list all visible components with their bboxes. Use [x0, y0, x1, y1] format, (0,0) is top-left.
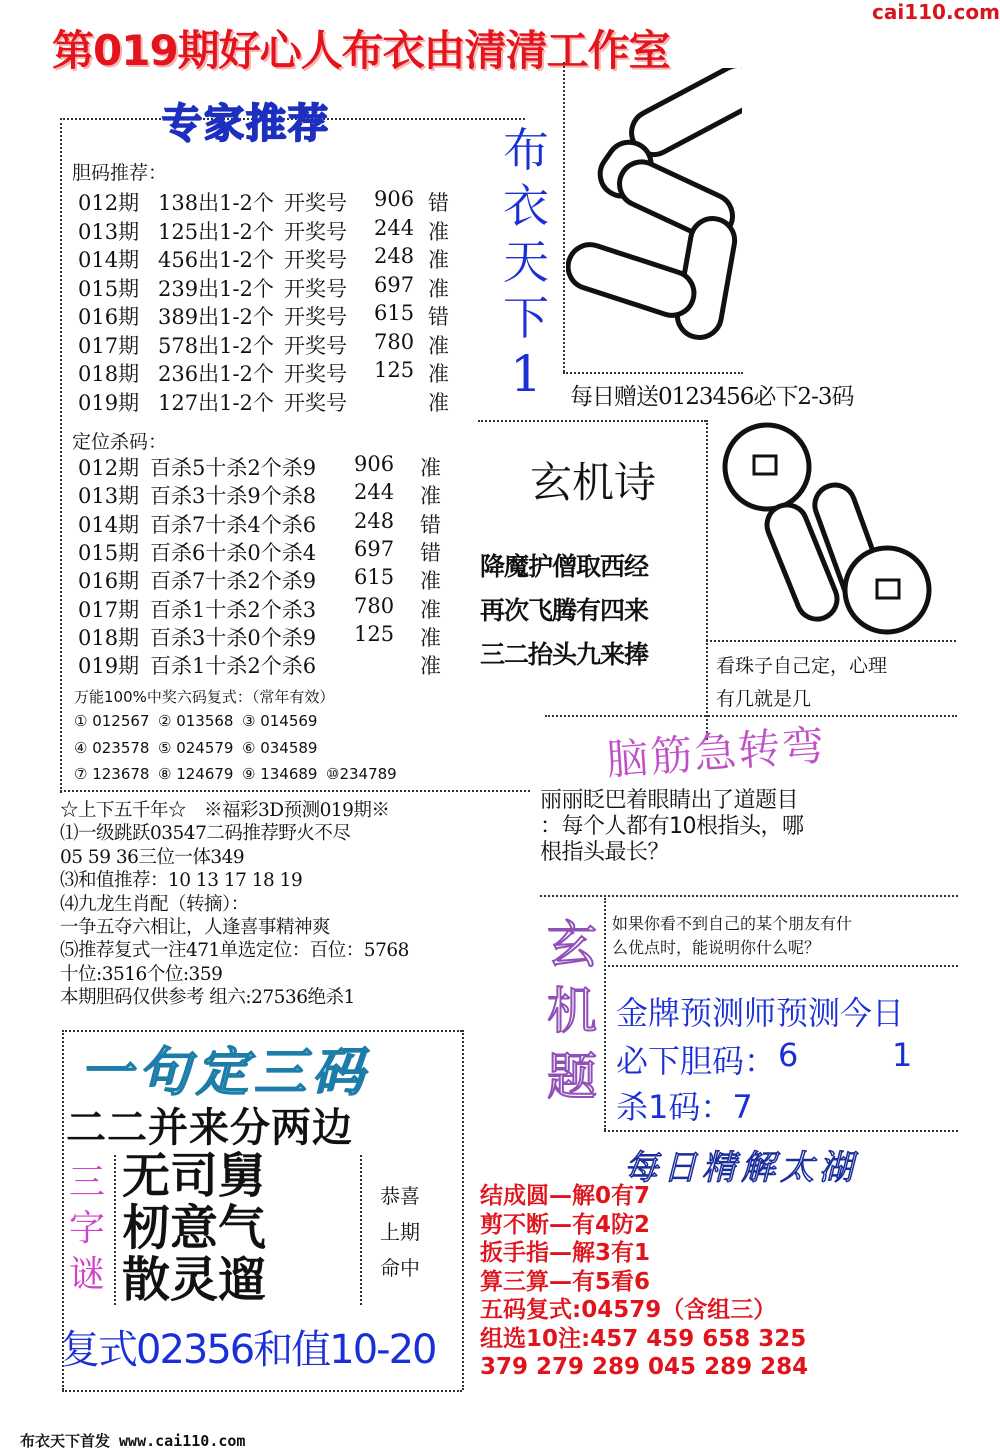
kill-res: 准 — [420, 569, 441, 594]
dan-issue: 016期 — [78, 305, 140, 329]
taihu-line-5: 五码复式:04579（含组三） — [480, 1297, 777, 1323]
wanneng-item: ⑩234789 — [326, 765, 397, 783]
dan-num: 697 — [374, 272, 415, 297]
wanneng-item: ④ 023578 — [74, 738, 150, 757]
dan-kj: 开奖号 — [284, 276, 347, 301]
kill-row — [78, 622, 478, 650]
dan-issue: 013期 — [78, 219, 140, 244]
dan-pick: 236出1-2个 — [158, 362, 274, 386]
riddle-2: 杒意气 — [122, 1200, 267, 1256]
gold-dan — [616, 1036, 916, 1082]
buyi-char-4: 下 — [503, 291, 549, 345]
dan-num: 906 — [374, 187, 415, 211]
xuanji-label — [540, 912, 604, 1110]
kill-row — [78, 650, 478, 678]
kill-pick: 百杀3十杀0个杀9 — [150, 625, 317, 650]
poem-note-1: 看珠子自己定，心理 — [716, 655, 888, 677]
kill-row — [78, 565, 478, 593]
poem-line-3: 三二抬头九来捧 — [480, 640, 649, 669]
gold-dan-value-2: 1 — [892, 1036, 913, 1074]
dan-row — [78, 301, 478, 329]
buyi-char-5: 1 — [510, 345, 542, 403]
dan-pick: 127出1-2个 — [158, 390, 274, 415]
kill-label: 定位杀码： — [72, 431, 168, 453]
daily-gift: 每日赠送0123456必下2-3码 — [570, 384, 854, 410]
wanneng-item: ③ 014569 — [242, 712, 318, 730]
history-line: 一争五夺六相让，人逢喜事精神爽 — [60, 917, 331, 938]
kill-res: 错 — [420, 540, 441, 565]
big-digit-5 — [566, 68, 742, 368]
taihu-line-2: 剪不断—有4防2 — [480, 1211, 651, 1238]
xuanji-question-1: 如果你看不到自己的某个朋友有什 — [612, 914, 853, 933]
dan-kj: 开奖号 — [284, 305, 347, 329]
beads-icon — [712, 422, 952, 642]
dan-num: 615 — [374, 301, 415, 325]
dan-row — [78, 216, 478, 244]
taihu-line-1: 结成圆—解0有7 — [480, 1183, 651, 1209]
xuanji-question-2: 么优点时，能说明你什么呢？ — [612, 938, 821, 957]
dan-pick: 456出1-2个 — [158, 248, 274, 272]
wanneng-item: ⑨ 134689 — [242, 765, 318, 783]
dan-kj: 开奖号 — [284, 390, 347, 415]
kill-pick: 百杀1十杀2个杀3 — [150, 597, 317, 622]
kill-issue: 012期 — [78, 456, 140, 480]
riddle-list — [122, 1150, 266, 1306]
wanneng-item: ⑧ 124679 — [158, 765, 234, 783]
kill-row — [78, 452, 478, 480]
kill-res: 准 — [420, 597, 441, 622]
gold-kill-label: 杀1码： — [616, 1088, 733, 1126]
dan-row — [78, 273, 478, 301]
dan-res: 准 — [428, 219, 449, 244]
poem-heading: 玄机诗 — [530, 458, 657, 507]
kill-issue: 017期 — [78, 597, 140, 622]
poem-note-2: 有几就是几 — [716, 688, 812, 710]
dan-pick: 578出1-2个 — [158, 333, 274, 358]
xuanji-question — [612, 912, 852, 960]
wanneng-label: 万能100%中奖六码复式：（常年有效） — [74, 688, 335, 706]
congrats-block — [380, 1178, 420, 1286]
beads-drawing — [712, 422, 952, 642]
kill-res: 准 — [420, 625, 441, 650]
dan-res: 准 — [428, 390, 449, 415]
kill-row — [78, 509, 478, 537]
page-title: 第019期好心人布衣由清清工作室 — [52, 26, 670, 75]
kill-pick: 百杀7十杀4个杀6 — [150, 512, 317, 537]
kill-res: 准 — [420, 654, 441, 679]
gold-kill — [616, 1082, 753, 1128]
dan-num: 248 — [374, 244, 415, 268]
kill-pick: 百杀6十杀0个杀4 — [150, 540, 317, 565]
dan-res: 准 — [428, 248, 449, 272]
riddle-1: 无司舅 — [122, 1148, 267, 1204]
buyi-char-3: 天 — [503, 235, 549, 289]
footer: 布衣天下首发 www.cai110.com — [20, 1432, 246, 1450]
xuanji-char-2: 机 — [547, 982, 597, 1040]
dan-issue: 012期 — [78, 191, 140, 215]
kill-issue: 013期 — [78, 484, 140, 509]
site-logo-text: cai110.com — [872, 0, 1000, 24]
taihu-line-7: 379 279 289 045 289 284 — [480, 1354, 809, 1380]
kill-row — [78, 480, 478, 508]
wanneng-item: ⑥ 034589 — [242, 738, 318, 757]
wanneng-item: ⑤ 024579 — [158, 738, 234, 757]
dan-row — [78, 330, 478, 358]
history-line: ⑸推荐复式一注471单选定位：百位：5768 — [60, 940, 409, 962]
riddle-label-2: 字 — [68, 1208, 105, 1249]
dan-res: 错 — [428, 305, 449, 329]
dan-issue: 017期 — [78, 333, 140, 358]
history-line: 十位:3516个位:359 — [60, 963, 223, 985]
big-digit-5-drawing — [566, 68, 742, 368]
dan-res: 准 — [428, 276, 449, 301]
poem-note — [716, 650, 887, 716]
kill-row — [78, 537, 478, 565]
kill-pick: 百杀7十杀2个杀9 — [150, 569, 317, 594]
taihu-line-3: 扳手指—解3有1 — [480, 1240, 651, 1266]
kill-issue: 018期 — [78, 625, 140, 650]
gold-title: 金牌预测师预测今日 — [616, 994, 905, 1032]
site-logo — [872, 0, 1000, 24]
buyi-char-1: 布 — [503, 123, 549, 177]
history-line: ☆上下五千年☆ ※福彩3D预测019期※ — [60, 800, 390, 821]
dan-num: 780 — [374, 329, 415, 354]
kill-res: 错 — [420, 512, 441, 537]
kill-num: 244 — [354, 480, 395, 505]
dan-row — [78, 244, 478, 272]
dan-pick: 239出1-2个 — [158, 276, 274, 301]
dan-pick: 138出1-2个 — [158, 191, 274, 215]
brain-heading: 脑筋急转弯 — [604, 720, 828, 785]
kill-issue: 014期 — [78, 512, 140, 537]
brain-text-1: 丽丽眨巴着眼睛出了道题目 — [540, 788, 799, 813]
riddle-label-3: 谜 — [68, 1254, 105, 1295]
dan-row — [78, 187, 478, 215]
history-line: ⑷九龙生肖配（转摘）： — [60, 893, 249, 915]
xuanji-char-1: 玄 — [547, 916, 597, 974]
gold-kill-value: 7 — [732, 1088, 753, 1126]
congrats-2: 上期 — [380, 1220, 420, 1244]
gold-dan-label: 必下胆码： — [616, 1042, 777, 1080]
gold-dan-value-1: 6 — [778, 1036, 799, 1074]
wanneng-item: ⑦ 123678 — [74, 765, 150, 783]
kill-res: 准 — [420, 484, 441, 509]
expert-heading: 专家推荐 — [162, 101, 330, 147]
kill-pick: 百杀5十杀2个杀9 — [150, 456, 317, 480]
sanma-phrase: 二二并来分两边 — [66, 1105, 353, 1151]
dan-res: 准 — [428, 362, 449, 386]
kill-pick: 百杀3十杀9个杀8 — [150, 484, 317, 509]
congrats-1: 恭喜 — [380, 1184, 420, 1208]
buyi-char-2: 衣 — [503, 179, 549, 233]
kill-res: 准 — [420, 456, 441, 480]
taihu-line-6: 组选10注:457 459 658 325 — [480, 1325, 807, 1352]
brain-text-3: 根指头最长？ — [540, 840, 670, 865]
history-line: 05 59 36三位一体349 — [60, 846, 245, 868]
kill-issue: 016期 — [78, 569, 140, 594]
dan-row — [78, 358, 478, 386]
kill-num: 615 — [354, 565, 395, 590]
dan-issue: 014期 — [78, 248, 140, 272]
dan-kj: 开奖号 — [284, 248, 347, 272]
dan-kj: 开奖号 — [284, 362, 347, 386]
dan-pick: 389出1-2个 — [158, 305, 274, 329]
riddle-3: 散灵遛 — [122, 1252, 267, 1308]
poem-line-2: 再次飞腾有四来 — [480, 596, 649, 625]
dan-res: 准 — [428, 333, 449, 358]
poem-lines — [480, 545, 648, 677]
brain-text — [540, 788, 804, 866]
kill-pick: 百杀1十杀2个杀6 — [150, 654, 317, 679]
dan-kj: 开奖号 — [284, 219, 347, 244]
kill-num: 780 — [354, 593, 395, 618]
congrats-3: 命中 — [380, 1256, 420, 1280]
dan-num: 244 — [374, 215, 415, 240]
taihu-lines — [480, 1182, 808, 1382]
poem-line-1: 降魔护僧取西经 — [480, 552, 649, 581]
dan-kj: 开奖号 — [284, 191, 347, 215]
taihu-heading: 每日精解太湖 — [624, 1148, 858, 1188]
kill-num: 248 — [354, 508, 395, 533]
brain-text-2: ：每个人都有10根指头，哪 — [540, 814, 804, 839]
kill-num: 906 — [354, 452, 395, 476]
history-line: 本期胆码仅供参考 组六:27536绝杀1 — [60, 987, 355, 1009]
dan-res: 错 — [428, 191, 449, 215]
history-line: ⑶和值推荐：10 13 17 18 19 — [60, 870, 303, 892]
riddle-label — [64, 1160, 110, 1298]
kill-num: 697 — [354, 536, 395, 561]
kill-issue: 015期 — [78, 540, 140, 565]
history-line: ⑴一级跳跃03547二码推荐野火不尽 — [60, 823, 351, 845]
riddle-label-1: 三 — [68, 1162, 105, 1203]
dan-pick: 125出1-2个 — [158, 219, 274, 244]
kill-row — [78, 594, 478, 622]
fushi-hezhi: 复式02356和值10-20 — [60, 1327, 436, 1373]
dan-row — [78, 387, 478, 415]
taihu-line-4: 算三算—有5看6 — [480, 1268, 651, 1295]
dan-label: 胆码推荐： — [72, 162, 168, 184]
wanneng-item: ② 013568 — [158, 712, 234, 730]
kill-num: 125 — [354, 621, 395, 646]
kill-issue: 019期 — [78, 654, 140, 679]
dan-issue: 019期 — [78, 390, 140, 415]
dan-kj: 开奖号 — [284, 333, 347, 358]
dan-num: 125 — [374, 358, 415, 382]
big-digit-label — [566, 68, 567, 69]
sanma-heading: 一句定三码 — [80, 1043, 371, 1103]
dan-issue: 015期 — [78, 276, 140, 301]
wanneng-item: ① 012567 — [74, 712, 150, 730]
xuanji-char-3: 题 — [547, 1048, 597, 1106]
buyi-vertical — [496, 122, 556, 402]
dan-issue: 018期 — [78, 362, 140, 386]
